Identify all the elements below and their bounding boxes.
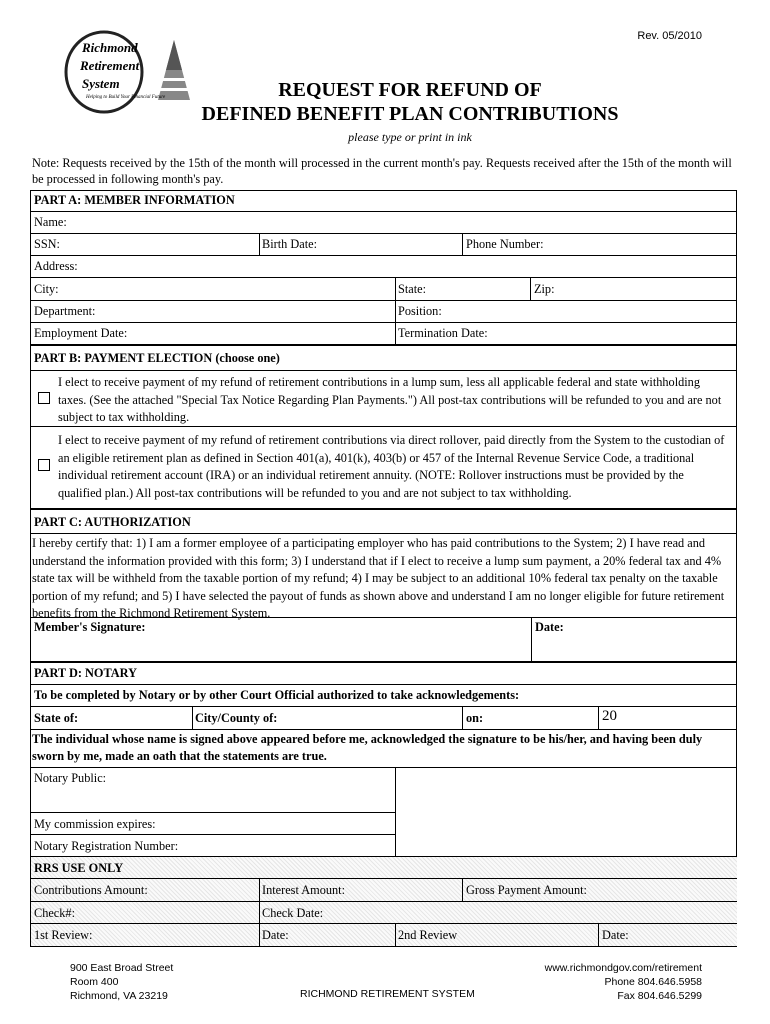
divider — [31, 661, 737, 663]
divider — [31, 812, 395, 813]
divider — [531, 617, 532, 661]
divider — [192, 706, 193, 729]
lump-sum-checkbox[interactable] — [38, 392, 50, 404]
footer-phone: Phone 804.646.5958 — [604, 976, 702, 988]
termination-date-field[interactable]: Termination Date: — [398, 326, 488, 340]
department-field[interactable]: Department: — [34, 304, 96, 318]
birth-date-field[interactable]: Birth Date: — [262, 237, 317, 251]
divider — [31, 729, 737, 730]
divider — [395, 767, 396, 856]
city-county-field[interactable]: City/County of: — [195, 711, 278, 725]
divider — [31, 300, 737, 301]
commission-expires-field[interactable]: My commission expires: — [34, 817, 156, 831]
notary-statement: The individual whose name is signed above appeared before me, acknowledged the signature to be his/her, and having been duly sworn by me, made an oath that the statements are true. — [32, 732, 703, 763]
direct-rollover-checkbox[interactable] — [38, 459, 50, 471]
form-subtitle: please type or print in ink — [348, 130, 472, 144]
footer-fax: Fax 804.646.5299 — [617, 990, 702, 1002]
divider — [31, 211, 737, 212]
footer-address-line3: Richmond, VA 23219 — [70, 990, 168, 1002]
part-a-heading: PART A: MEMBER INFORMATION — [34, 193, 235, 207]
check-date-field[interactable]: Check Date: — [262, 906, 324, 920]
footer-website-link[interactable]: www.richmondgov.com/retirement — [544, 962, 702, 974]
gross-payment-field[interactable]: Gross Payment Amount: — [466, 883, 587, 897]
logo-tagline: Helping to Build Your Financial Future — [86, 95, 166, 100]
divider — [462, 233, 463, 255]
member-signature-field[interactable]: Member's Signature: — [34, 620, 146, 634]
divider — [395, 277, 396, 344]
notary-instruction: To be completed by Notary or by other Court Official authorized to take acknowledgements: — [34, 688, 520, 702]
divider — [31, 255, 737, 256]
logo-text-richmond: Richmond — [82, 40, 138, 55]
form-title-line1: REQUEST FOR REFUND OF — [278, 79, 542, 101]
lump-sum-option-text: I elect to receive payment of my refund of retirement contributions in a lump sum, less all applicable federal and state withholding taxes. (See the attached "Special Tax Notice Regarding Plan Payments.") All post-tax contributions will be refunded to you and are not subject to tax withholding. — [58, 375, 722, 424]
divider — [31, 834, 395, 835]
divider — [31, 767, 737, 768]
notary-on-date-field[interactable]: on: — [466, 711, 484, 725]
divider — [259, 878, 260, 946]
divider — [598, 706, 599, 729]
part-b-heading: PART B: PAYMENT ELECTION (choose one) — [34, 351, 280, 365]
notary-public-field[interactable]: Notary Public: — [34, 771, 107, 785]
divider — [31, 322, 737, 323]
footer-address-line1: 900 East Broad Street — [70, 962, 174, 974]
year-prefix[interactable]: 20 — [602, 708, 617, 724]
part-c-heading: PART C: AUTHORIZATION — [34, 515, 191, 529]
divider — [31, 370, 737, 371]
logo-text-retirement: Retirement — [80, 58, 140, 73]
signature-date-field[interactable]: Date: — [535, 620, 564, 634]
divider — [31, 901, 737, 902]
processing-note: Note: Requests received by the 15th of the month will processed in the current month's pay. Requests received after the 15th of the month will be processed in following month's pay. — [32, 156, 732, 186]
footer-organization: RICHMOND RETIREMENT SYSTEM — [300, 988, 475, 1000]
ssn-field[interactable]: SSN: — [34, 237, 60, 251]
logo-text-system: System — [82, 76, 120, 91]
state-field[interactable]: State: — [398, 282, 427, 296]
divider — [31, 508, 737, 510]
phone-field[interactable]: Phone Number: — [466, 237, 544, 251]
divider — [31, 233, 737, 234]
authorization-text: I hereby certify that: 1) I am a former employee of a participating employer who has paid contributions to the System; 2) I have read and understand the information provided with this form; 3) I understand that if I elect to receive a lump sum payment, a 20% federal tax and 4% state tax will be withheld from the taxable portion of my refund; 4) I may be subject to an additional 10% federal tax penalty on the taxable portion of my refund; and 5) I have selected the payout of funds as shown above and understand I am no longer eligible for future retirement benefits from the Richmond Retirement System. — [32, 536, 725, 620]
city-field[interactable]: City: — [34, 282, 59, 296]
divider — [31, 344, 737, 346]
form-title-line2: DEFINED BENEFIT PLAN CONTRIBUTIONS — [201, 103, 619, 125]
rrs-heading: RRS USE ONLY — [34, 861, 124, 875]
divider — [31, 684, 737, 685]
part-d-heading: PART D: NOTARY — [34, 666, 137, 680]
second-review-date-field[interactable]: Date: — [602, 928, 629, 942]
first-review-field[interactable]: 1st Review: — [34, 928, 93, 942]
interest-amount-field[interactable]: Interest Amount: — [262, 883, 345, 897]
second-review-field[interactable]: 2nd Review — [398, 928, 458, 942]
divider — [259, 233, 260, 255]
position-field[interactable]: Position: — [398, 304, 442, 318]
divider — [31, 706, 737, 707]
notary-registration-field[interactable]: Notary Registration Number: — [34, 839, 179, 853]
divider — [31, 878, 737, 879]
divider — [31, 923, 737, 924]
divider — [31, 533, 737, 534]
divider — [395, 923, 396, 946]
revision-label: Rev. 05/2010 — [637, 30, 702, 42]
divider — [31, 426, 737, 427]
divider — [31, 277, 737, 278]
footer-address-line2: Room 400 — [70, 976, 119, 988]
employment-date-field[interactable]: Employment Date: — [34, 326, 128, 340]
state-of-field[interactable]: State of: — [34, 711, 79, 725]
zip-field[interactable]: Zip: — [534, 282, 555, 296]
divider — [598, 923, 599, 946]
divider — [462, 706, 463, 729]
divider — [462, 878, 463, 901]
contributions-amount-field[interactable]: Contributions Amount: — [34, 883, 148, 897]
divider — [31, 617, 737, 618]
name-field[interactable]: Name: — [34, 215, 67, 229]
first-review-date-field[interactable]: Date: — [262, 928, 289, 942]
divider — [530, 277, 531, 300]
check-number-field[interactable]: Check#: — [34, 906, 75, 920]
direct-rollover-option-text: I elect to receive payment of my refund of retirement contributions via direct rollover, paid directly from the System to the custodian of an eligible retirement plan as defined in Section 401(a), 401(k), 403(b) or 457 of the Internal Revenue Service Code, a traditional individual retirement account (IRA) or an individual retirement annuity. (NOTE: Rollover instructions must be provided by the qualified plan.) All post-tax contributions will be refunded to you and are not subject to tax withholding. — [58, 433, 725, 500]
address-field[interactable]: Address: — [34, 259, 78, 273]
